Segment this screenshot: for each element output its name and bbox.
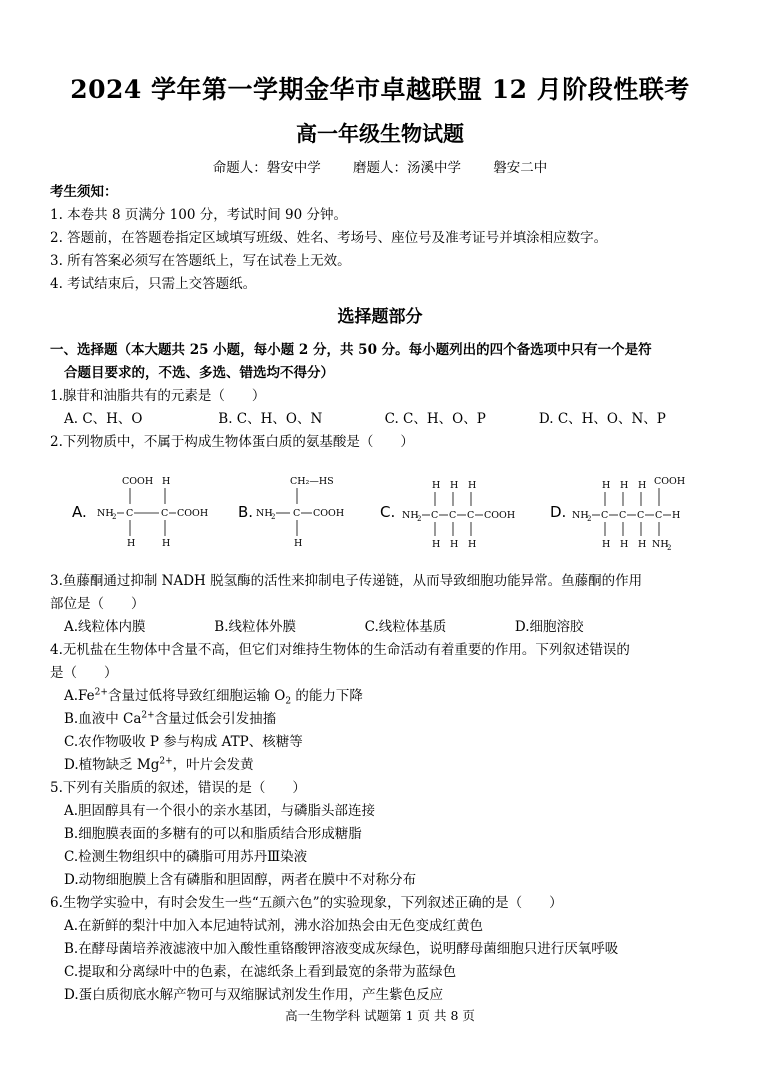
q3-stem-cont: 部位是（ ） [50, 596, 145, 612]
text-nh2: NH [97, 508, 114, 519]
structure-b [238, 476, 344, 549]
text-c: C [637, 510, 645, 521]
text-h: H [468, 480, 477, 491]
text-c: C [126, 508, 134, 519]
text-c: C [655, 510, 663, 521]
text-c: C [449, 510, 457, 521]
text-h: H [638, 539, 647, 550]
author-line [0, 156, 760, 176]
text-sub-2: 2 [587, 515, 592, 523]
q4-option-a: $A.Fe^{2+}$含量过低将导致红细胞运输 $O_2$ 的能力下降 [64, 687, 363, 707]
q4-stem: 4.无机盐在生物体中含量不高，但它们对维持生物体的生命活动有着重要的作用。下列叙述错误的 [50, 642, 630, 658]
text-c: C [161, 508, 169, 519]
q5-option-a: A.胆固醇具有一个很小的亲水基团，与磷脂头部连接 [64, 803, 376, 819]
notice-item: 3. 所有答案必须写在答题纸上，写在试卷上无效。 [50, 253, 351, 269]
notice-heading: 考生须知： [50, 184, 118, 200]
q5-option-b: B.细胞膜表面的多糖有的可以和脂质结合形成糖脂 [64, 826, 362, 842]
q1-option-b: B. C、H、O、N [218, 411, 323, 427]
exam-subtitle: 高一年级生物试题 [296, 121, 464, 146]
text-nh2: NH [402, 510, 419, 521]
text-h: H [432, 539, 441, 550]
q3-option-b: B.线粒体外膜 [214, 619, 297, 635]
text-cooh: COOH [122, 476, 154, 487]
structure-a [72, 476, 208, 549]
notice-item: 4. 考试结束后，只需上交答题纸。 [50, 276, 257, 292]
q3-option-c: C.线粒体基质 [364, 619, 447, 635]
text-nh2: NH [572, 510, 589, 521]
text-cooh: COOH [654, 476, 686, 487]
q5-stem: 5.下列有关脂质的叙述，错误的是（ ） [50, 780, 306, 796]
notice-item: 2. 答题前，在答题卷指定区域填写班级、姓名、考场号、座位号及准考证号并填涂相应数字。 [50, 230, 608, 246]
text-h: H [450, 539, 459, 550]
part1-instruction: 一、选择题（本大题共 25 小题，每小题 2 分，共 50 分。每小题列出的四个备选项中只有一个是符 [50, 342, 652, 358]
text-nh2: NH [652, 539, 669, 550]
text-h: H [468, 539, 477, 550]
text-h: H [294, 538, 303, 549]
q1-option-c: C. C、H、O、P [384, 411, 486, 427]
text-h: H [672, 510, 681, 521]
text-cooh: COOH [177, 508, 209, 519]
q3-stem: 3.鱼藤酮通过抑制 NADH 脱氢酶的活性来抑制电子传递链，从而导致细胞功能异常。鱼藤酮的作用 [50, 573, 643, 589]
q3-options [64, 615, 584, 635]
text-h: H [432, 480, 441, 491]
q1-option-d: D. C、H、O、N、P [538, 411, 666, 427]
q1-options [64, 407, 666, 427]
q1-option-a: A. C、H、O [64, 411, 143, 427]
structure-c [380, 480, 515, 550]
text-ch2hs: CH₂—HS [290, 476, 334, 487]
q1-stem: 1.腺苷和油脂共有的元素是（ ） [50, 388, 266, 404]
q6-option-d: D.蛋白质彻底水解产物可与双缩脲试剂发生作用，产生紫色反应 [64, 987, 444, 1003]
text-sub-2: 2 [112, 513, 117, 521]
text-h: H [602, 539, 611, 550]
q5-option-c: C.检测生物组织中的磷脂可用苏丹Ⅲ染液 [64, 849, 308, 865]
q6-option-a: A.在新鲜的梨汁中加入本尼迪特试剂，沸水浴加热会由无色变成红黄色 [64, 918, 484, 934]
notice-item: 1. 本卷共 8 页满分 100 分，考试时间 90 分钟。 [50, 207, 347, 223]
text-h: H [162, 476, 171, 487]
q5-option-d: D.动物细胞膜上含有磷脂和胆固醇，两者在膜中不对称分布 [64, 872, 417, 888]
text-sub-2: 2 [417, 515, 422, 523]
amino-acid-structures [50, 470, 730, 560]
q4-stem-cont: 是（ ） [50, 665, 118, 681]
part1-instruction-cont: 合题目要求的，不选、多选、错选均不得分） [64, 365, 334, 381]
q6-stem: 6.生物学实验中，有时会发生一些“五颜六色”的实验现象，下列叙述正确的是（ ） [50, 895, 563, 911]
label-d: D. [550, 503, 567, 521]
text-c: C [467, 510, 475, 521]
text-h: H [638, 480, 647, 491]
q2-stem: 2.下列物质中，不属于构成生物体蛋白质的氨基酸是（ ） [50, 434, 414, 450]
text-c: C [293, 508, 301, 519]
q4-option-b: B.血液中 $Ca^{2+}$含量过低会引发抽搐 [64, 710, 277, 727]
q3-option-d: D.细胞溶胶 [514, 619, 584, 635]
text-h: H [450, 480, 459, 491]
q4-option-d: D.植物缺乏 $Mg^{2+}$，叶片会发黄 [64, 756, 254, 773]
text-sub-2: 2 [667, 544, 672, 552]
exam-title: 2024 学年第一学期金华市卓越联盟 12 月阶段性联考 [70, 75, 690, 104]
text-c: C [619, 510, 627, 521]
text-h: H [127, 538, 136, 549]
q6-option-b: B.在酵母菌培养液滤液中加入酸性重铬酸钾溶液变成灰绿色，说明酵母菌细胞只进行厌氧呼吸 [64, 941, 619, 957]
structure-d [550, 476, 685, 552]
q4-option-c: C.农作物吸收 P 参与构成 ATP、核糖等 [64, 734, 303, 750]
reviewer-label: 磨题人：汤溪中学 [353, 160, 461, 176]
text-h: H [620, 539, 629, 550]
section-title: 选择题部分 [337, 307, 423, 327]
text-cooh: COOH [484, 510, 516, 521]
label-b: B. [238, 503, 254, 521]
text-cooh: COOH [313, 508, 345, 519]
author-label: 命题人：磐安中学 [212, 160, 321, 176]
co-school: 磐安二中 [493, 160, 548, 176]
q3-option-a: A.线粒体内膜 [64, 619, 146, 635]
label-c: C. [380, 503, 396, 521]
page-footer: 高一生物学科 试题第 1 页 共 8 页 [285, 1008, 475, 1023]
text-c: C [601, 510, 609, 521]
label-a: A. [72, 503, 87, 521]
text-h: H [162, 538, 171, 549]
text-c: C [431, 510, 439, 521]
text-nh2: NH [256, 508, 273, 519]
text-h: H [620, 480, 629, 491]
text-sub-2: 2 [271, 513, 276, 521]
q6-option-c: C.提取和分离绿叶中的色素，在滤纸条上看到最宽的条带为蓝绿色 [64, 964, 457, 980]
text-h: H [602, 480, 611, 491]
